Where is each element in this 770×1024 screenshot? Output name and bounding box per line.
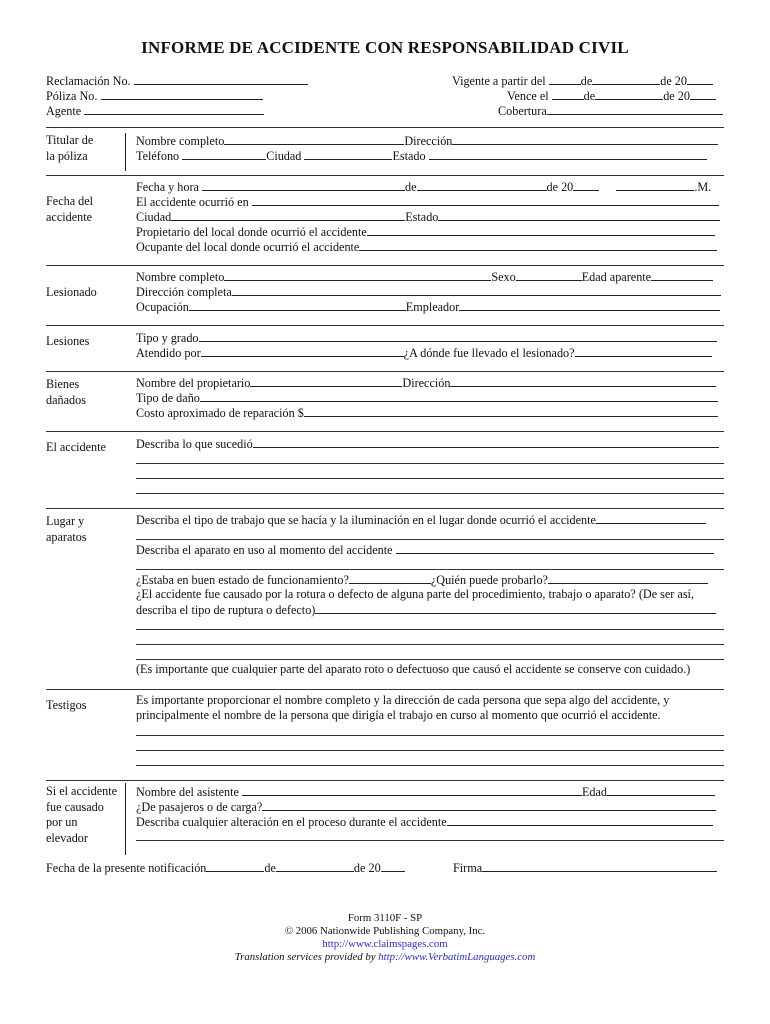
premises-occupant-label: Ocupante del local donde ocurrió el accidente [136,240,360,254]
premises-owner-label: Propietario del local donde ocurrió el accidente [136,225,367,239]
divider [46,325,724,326]
premises-occupant-row [136,239,717,254]
expiry-de-label: de [583,89,596,103]
passenger-freight-field[interactable] [262,799,716,811]
premises-occupant-field[interactable] [359,239,717,251]
notification-day-field[interactable] [206,860,264,872]
accident-location-field[interactable] [252,194,719,206]
effective-month-field[interactable] [592,73,660,85]
translation-credit [0,951,770,963]
expiry-month-field[interactable] [595,88,663,100]
injured-name-field[interactable] [224,269,491,281]
section-witnesses: Testigos [46,698,87,712]
answer-line[interactable] [136,840,724,841]
breakage-description-field[interactable] [315,602,716,614]
injured-sex-label: Sexo [491,270,516,284]
agent-field[interactable] [84,103,264,115]
policy-number-field[interactable] [101,88,263,100]
working-condition-label: ¿Estaba en buen estado de funcionamiento? [136,573,349,587]
policyholder-phone-label: Teléfono [136,149,180,163]
describe-what-happened-label: Describa lo que sucedió [136,437,253,451]
section-place-equipment: Lugar y aparatos [46,514,87,544]
claim-number-label: Reclamación No. [46,74,131,88]
damage-type-label: Tipo de daño [136,391,200,405]
effective-de-label: de [580,74,593,88]
section-accident-date: Fecha del accidente [46,194,94,224]
attended-by-row [136,345,712,360]
expiry-day-field[interactable] [552,88,584,100]
injured-name-row [136,269,713,284]
property-owner-label: Nombre del propietario [136,376,251,390]
accident-state-field[interactable] [438,209,720,221]
answer-line[interactable] [136,539,724,540]
coverage-row [498,103,723,118]
work-description-row [136,512,706,527]
injured-employer-label: Empleador [405,300,460,314]
accident-city-row [136,209,720,224]
injury-type-field[interactable] [199,330,717,342]
notification-de-label: de [264,861,276,875]
damage-type-row [136,390,718,405]
answer-line[interactable] [136,659,724,660]
accident-time-field[interactable] [616,179,694,191]
divider [46,689,724,690]
injury-type-row [136,330,717,345]
policyholder-phone-field[interactable] [182,148,266,160]
policyholder-state-label: Estado [392,149,426,163]
taken-where-field[interactable] [575,345,712,357]
preserve-equipment-note: (Es importante que cualquier parte del aparato roto o defectuoso que causó el accidente se conserve con cuidado.) [136,662,691,676]
policyholder-name-label: Nombre completo [136,134,225,148]
witnesses-instruction-line2: principalmente el nombre de la persona que dirigía el trabajo en curso al momento que ocurrió el accidente. [136,708,661,722]
who-can-prove-field[interactable] [548,572,708,584]
policyholder-phone-row [136,148,707,163]
claim-number-field[interactable] [134,73,308,85]
describe-what-happened-field[interactable] [253,436,719,448]
policy-number-row [46,88,263,103]
repair-cost-label: Costo aproximado de reparación $ [136,406,304,420]
injury-type-label: Tipo y grado [136,331,199,345]
injured-address-label: Dirección completa [136,285,232,299]
policy-number-label: Póliza No. [46,89,98,103]
copyright: © 2006 Nationwide Publishing Company, Inc. [284,925,486,937]
agent-row [46,103,264,118]
repair-cost-field[interactable] [304,405,718,417]
work-description-field[interactable] [596,512,706,524]
accident-location-label: El accidente ocurrió en [136,195,249,209]
injured-age-label: Edad aparente [581,270,652,284]
effective-date-label: Vigente a partir del [452,74,546,88]
divider [46,431,724,432]
notification-year-label: de 20 [353,861,381,875]
injured-name-label: Nombre completo [136,270,225,284]
policyholder-city-label: Ciudad [266,149,302,163]
column-bar [125,783,126,855]
column-bar [125,133,126,171]
working-condition-row [136,572,708,587]
accident-ampm-label: .M. [694,180,712,194]
breakage-question-row [136,602,716,617]
notification-date-label: Fecha de la presente notificación [46,861,207,875]
policyholder-address-label: Dirección [404,134,453,148]
page-title: INFORME DE ACCIDENTE CON RESPONSABILIDAD CIVIL [141,38,629,57]
working-condition-field[interactable] [349,572,431,584]
effective-year-field[interactable] [687,73,713,85]
policyholder-city-field[interactable] [304,148,392,160]
divider [46,175,724,176]
premises-owner-field[interactable] [367,224,715,236]
answer-line[interactable] [136,463,724,464]
expiry-date-label: Vence el [507,89,549,103]
answer-line[interactable] [136,478,724,479]
repair-cost-row [136,405,718,420]
notification-year-field[interactable] [381,860,405,872]
accident-location-row [136,194,719,209]
accident-city-label: Ciudad [136,210,172,224]
equipment-description-field[interactable] [396,542,714,554]
accident-state-label: Estado [405,210,439,224]
section-policyholder: Titular de la póliza [46,133,94,163]
accident-month-field[interactable] [417,179,547,191]
divider [46,371,724,372]
coverage-label: Cobertura [498,104,547,118]
accident-datetime-label: Fecha y hora [136,180,199,194]
effective-day-field[interactable] [549,73,581,85]
work-description-label: Describa el tipo de trabajo que se hacía y la iluminación en el lugar donde ocurrió el accidente [136,513,596,527]
accident-de-label: de [405,180,417,194]
breakage-question-line1: ¿El accidente fue causado por la rotura o defecto de alguna parte del procedimiento, trabajo o aparato? (De ser así, [136,587,694,601]
process-alteration-field[interactable] [447,814,713,826]
section-injured: Lesionado [46,285,97,299]
passenger-freight-row [136,799,716,814]
section-the-accident: El accidente [46,440,106,454]
premises-owner-row [136,224,715,239]
equipment-description-row [136,542,714,557]
process-alteration-row [136,814,713,829]
attended-by-field[interactable] [201,345,404,357]
attendant-age-label: Edad [581,785,607,799]
attendant-name-field[interactable] [242,784,582,796]
injured-address-field[interactable] [232,284,721,296]
expiry-date-row [507,88,716,103]
injured-occupation-label: Ocupación [136,300,189,314]
property-owner-field[interactable] [250,375,402,387]
form-number: Form 3110F - SP [347,912,423,924]
notification-month-field[interactable] [276,860,354,872]
divider [46,508,724,509]
property-owner-row [136,375,716,390]
accident-year-label: de 20 [546,180,574,194]
property-address-label: Dirección [402,376,451,390]
claimspages-link[interactable]: http://www.claimspages.com [322,938,448,950]
accident-year-field[interactable] [573,179,599,191]
injured-occupation-field[interactable] [189,299,406,311]
attendant-name-label: Nombre del asistente [136,785,239,799]
policyholder-name-field[interactable] [224,133,404,145]
translation-prefix: Translation services provided by [234,951,379,963]
describe-what-happened-row [136,436,719,451]
answer-line[interactable] [136,629,724,630]
accident-datetime-field[interactable] [202,179,405,191]
effective-date-row [452,73,713,88]
equipment-description-label: Describa el aparato en uso al momento del accidente [136,543,393,557]
section-damaged-property: Bienes dañados [46,377,86,407]
policyholder-name-row [136,133,718,148]
answer-line[interactable] [136,735,724,736]
effective-year-label: de 20 [660,74,687,88]
attendant-name-row [136,784,715,799]
signature-row [453,860,717,875]
process-alteration-label: Describa cualquier alteración en el proceso durante el accidente [136,815,447,829]
property-address-field[interactable] [450,375,716,387]
policyholder-address-field[interactable] [452,133,718,145]
expiry-year-field[interactable] [690,88,716,100]
expiry-year-label: de 20 [663,89,690,103]
coverage-field[interactable] [547,103,723,115]
divider [46,127,724,128]
divider [46,780,724,781]
agent-label: Agente [46,104,82,118]
injured-age-field[interactable] [651,269,713,281]
attendant-age-field[interactable] [607,784,715,796]
passenger-freight-label: ¿De pasajeros o de carga? [136,800,263,814]
witnesses-instruction-line1: Es importante proporcionar el nombre completo y la dirección de cada persona que sepa algo del accidente, y [136,693,670,707]
policyholder-state-field[interactable] [429,148,707,160]
answer-line[interactable] [136,644,724,645]
signature-field[interactable] [482,860,717,872]
signature-label: Firma [453,861,483,875]
answer-line[interactable] [136,750,724,751]
injured-employer-field[interactable] [459,299,720,311]
accident-city-field[interactable] [171,209,405,221]
claim-number-row [46,73,308,88]
answer-line[interactable] [136,765,724,766]
attended-by-label: Atendido por [136,346,201,360]
injured-occupation-row [136,299,720,314]
breakage-question-line2: describa el tipo de ruptura o defecto) [136,603,316,617]
verbatim-link[interactable]: http://www.VerbatimLanguages.com [378,951,536,963]
section-injuries: Lesiones [46,334,90,348]
damage-type-field[interactable] [200,390,718,402]
answer-line[interactable] [136,493,724,494]
taken-where-label: ¿A dónde fue llevado el lesionado? [403,346,575,360]
divider [46,265,724,266]
answer-line[interactable] [136,569,724,570]
injured-address-row [136,284,721,299]
injured-sex-field[interactable] [516,269,582,281]
section-elevator: Si el accidente fue causado por un elevador [46,784,118,845]
accident-datetime-row [136,179,711,194]
notification-date-row [46,860,405,875]
who-can-prove-label: ¿Quién puede probarlo? [430,573,548,587]
